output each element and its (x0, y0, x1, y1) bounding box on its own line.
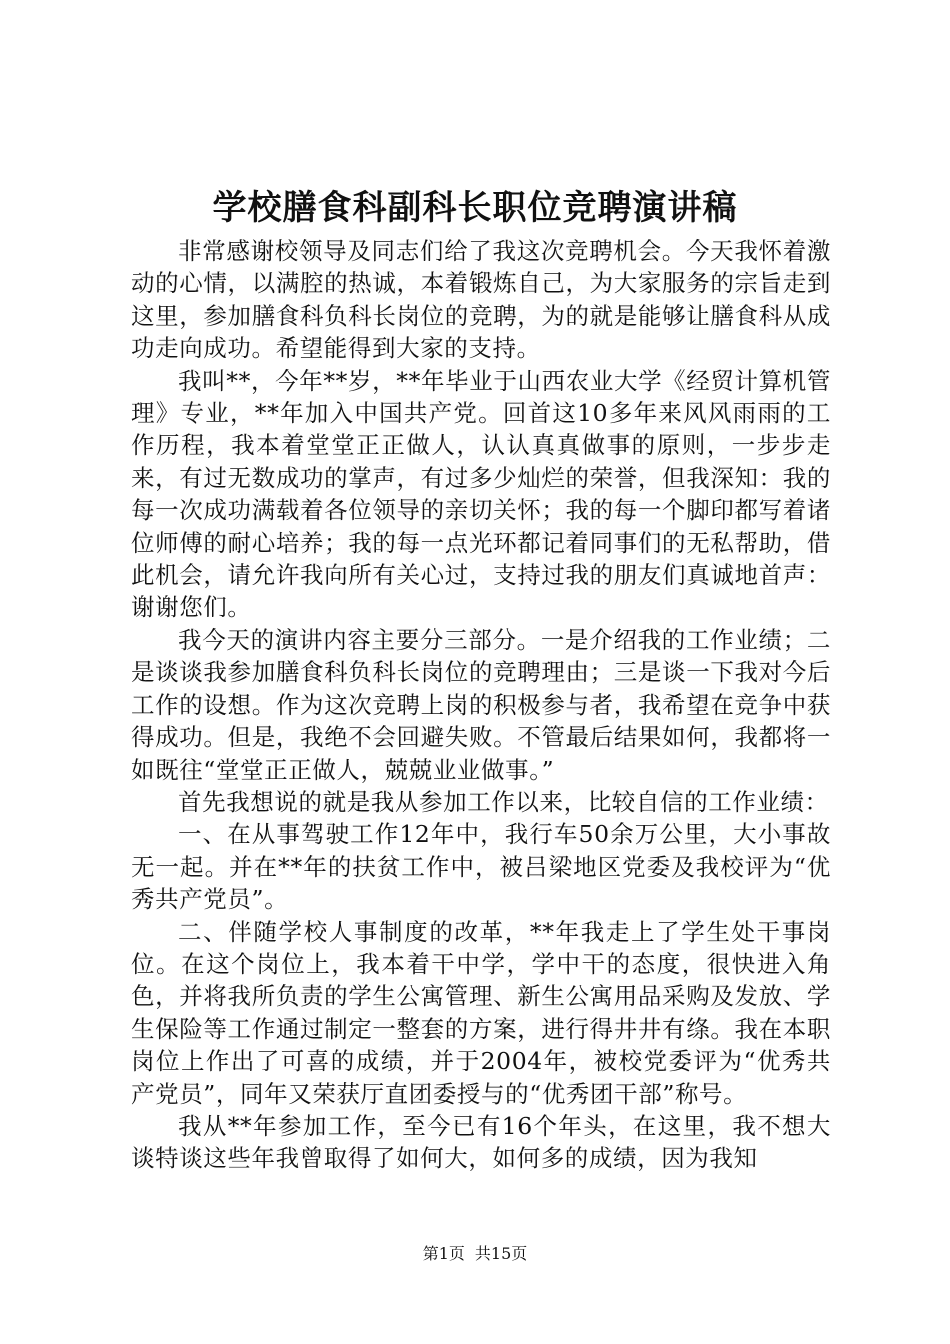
paragraph-intro: 非常感谢校领导及同志们给了我这次竞聘机会。今天我怀着激动的心情，以满腔的热诚，本着锻炼自己，为大家服务的宗旨走到这里，参加膳食科负科长岗位的竞聘，为的就是能够让膳食科从成功走向成功。希望能得到大家的支持。 (131, 237, 831, 363)
paragraph-work-years: 我从**年参加工作，至今已有16个年头，在这里，我不想大谈特谈这些年我曾取得了如何大，如何多的成绩，因为我知 (131, 1111, 831, 1173)
paragraph-achievements-lead: 首先我想说的就是我从参加工作以来，比较自信的工作业绩： (178, 787, 829, 816)
page-number: 第1页 (422, 1244, 465, 1263)
paragraph-self-introduction: 我叫**，今年**岁，**年毕业于山西农业大学《经贸计算机管理》专业，**年加入中国共产党。回首这10多年来风风雨雨的工作历程，我本着堂堂正正做人，认认真真做事的原则，一步步走来，有过无数成功的掌声，有过多少灿烂的荣誉，但我深知：我的每一次成功满载着各位领导的亲切关怀；我的每一个脚印都写着诸位师傅的耐心培养；我的每一点光环都记着同事们的无私帮助，借此机会，请允许我向所有关心过，支持过我的朋友们真诚地首声：谢谢您们。 (131, 366, 831, 622)
paragraph-speech-outline: 我今天的演讲内容主要分三部分。一是介绍我的工作业绩；二是谈谈我参加膳食科负科长岗位的竞聘理由；三是谈一下我对今后工作的设想。作为这次竞聘上岗的积极参与者，我希望在竞争中获得成功。但是，我绝不会回避失败。不管最后结果如何，我都将一如既往“堂堂正正做人，兢兢业业做事。” (131, 625, 831, 784)
paragraph-achievement-two: 二、伴随学校人事制度的改革，**年我走上了学生处干事岗位。在这个岗位上，我本着干中学，学中干的态度，很快进入角色，并将我所负责的学生公寓管理、新生公寓用品采购及发放、学生保险等工作通过制定一整套的方案，进行得井井有绦。我在本职岗位上作出了可喜的成绩，并于2004年，被校党委评为“优秀共产党员”，同年又荣获厅直团委授与的“优秀团干部”称号。 (131, 917, 831, 1108)
paragraph-achievement-one: 一、在从事驾驶工作12年中，我行车50余万公里，大小事故无一起。并在**年的扶贫工作中，被吕梁地区党委及我校评为“优秀共产党员”。 (131, 820, 831, 914)
page-total: 共15页 (474, 1244, 528, 1263)
page-footer (0, 1243, 950, 1265)
document-title: 学校膳食科副科长职位竞聘演讲稿 (212, 188, 738, 228)
document-body (131, 235, 831, 1175)
